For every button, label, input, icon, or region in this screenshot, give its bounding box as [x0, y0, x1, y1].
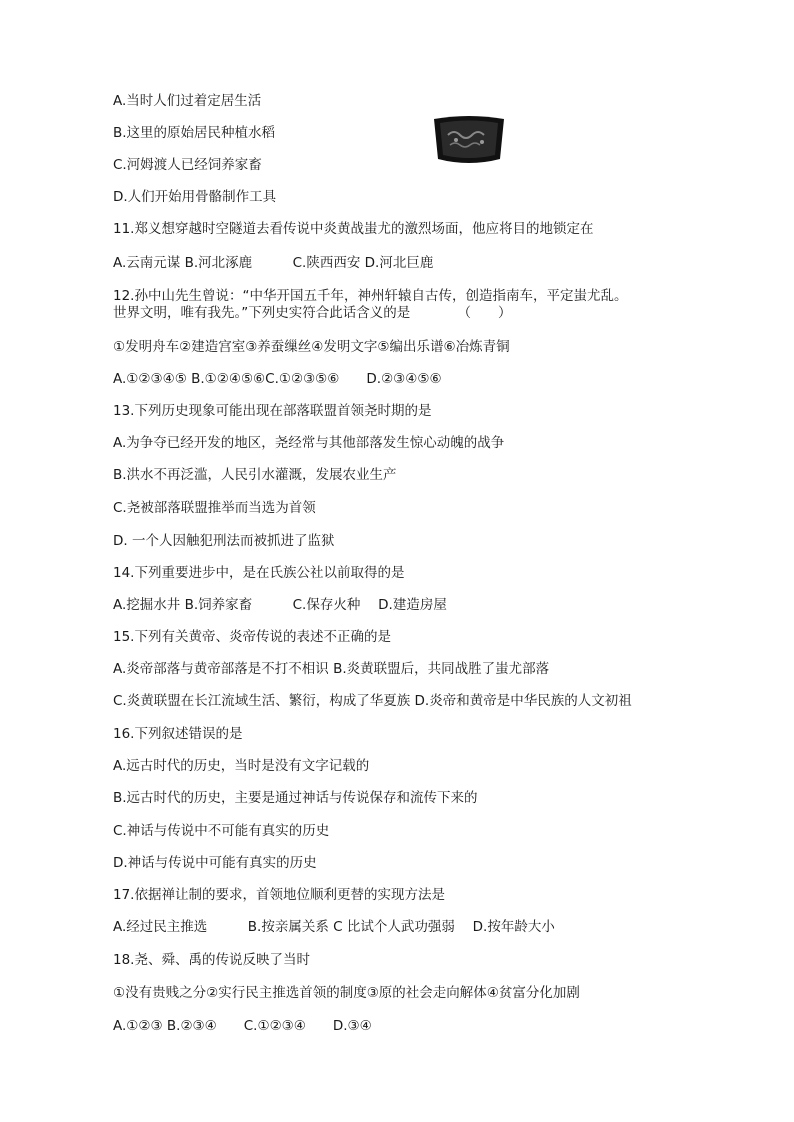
- q15-stem: 15.下列有关黄帝、炎帝传说的表述不正确的是: [113, 629, 391, 645]
- q13-option-a: A.为争夺已经开发的地区，尧经常与其他部落发生惊心动魄的战争: [113, 435, 505, 451]
- q10-option-b: B.这里的原始居民种植水稻: [113, 125, 276, 141]
- q17-options: A.经过民主推选 B.按亲属关系 C 比试个人武功强弱 D.按年龄大小: [113, 919, 555, 935]
- q16-option-a: A.远古时代的历史，当时是没有文字记载的: [113, 758, 370, 774]
- q13-option-b: B.洪水不再泛滥，人民引水灌溉，发展农业生产: [113, 467, 397, 483]
- q16-option-d: D.神话与传说中可能有真实的历史: [113, 855, 317, 871]
- q12-items: ①发明舟车②建造宫室③养蚕缫丝④发明文字⑤编出乐谱⑥冶炼青铜: [113, 339, 510, 355]
- q17-stem: 17.依据禅让制的要求，首领地位顺利更替的实现方法是: [113, 887, 445, 903]
- q15-options-cd: C.炎黄联盟在长江流域生活、繁衍，构成了华夏族 D.炎帝和黄帝是中华民族的人文初祖: [113, 693, 632, 709]
- q10-option-a: A.当时人们过着定居生活: [113, 93, 262, 109]
- q12-stem-1: 12.孙中山先生曾说：“中华开国五千年，神州轩辕自古传，创造指南车，平定蚩尤乱。: [113, 288, 628, 304]
- q13-stem: 13.下列历史现象可能出现在部落联盟首领尧时期的是: [113, 403, 432, 419]
- q13-option-c: C.尧被部落联盟推举而当选为首领: [113, 500, 316, 516]
- q10-option-c: C.河姆渡人已经饲养家畜: [113, 157, 262, 173]
- q10-option-d: D.人们开始用骨骼制作工具: [113, 189, 277, 205]
- q18-items: ①没有贵贱之分②实行民主推选首领的制度③原的社会走向解体④贫富分化加剧: [113, 985, 580, 1001]
- q11-options: A.云南元谋 B.河北涿鹿 C.陕西西安 D.河北巨鹿: [113, 255, 434, 271]
- q16-option-b: B.远古时代的历史，主要是通过神话与传说保存和流传下来的: [113, 790, 478, 806]
- q16-option-c: C.神话与传说中不可能有真实的历史: [113, 823, 330, 839]
- q14-stem: 14.下列重要进步中，是在氏族公社以前取得的是: [113, 565, 405, 581]
- q11-stem: 11.郑义想穿越时空隧道去看传说中炎黄战蚩尤的激烈场面，他应将目的地锁定在: [113, 221, 594, 237]
- q15-options-ab: A.炎帝部落与黄帝部落是不打不相识 B.炎黄联盟后，共同战胜了蚩尤部落: [113, 661, 550, 677]
- q18-stem: 18.尧、舜、禹的传说反映了当时: [113, 952, 310, 968]
- q12-stem-2: 世界文明，唯有我先。”下列史实符合此话含义的是 （ ）: [113, 305, 512, 321]
- q18-options: A.①②③ B.②③④ C.①②③④ D.③④: [113, 1018, 372, 1034]
- q13-option-d: D. 一个人因触犯刑法而被抓进了监狱: [113, 533, 335, 549]
- q12-options: A.①②③④⑤ B.①②④⑤⑥C.①②③⑤⑥ D.②③④⑤⑥: [113, 371, 442, 387]
- q14-options: A.挖掘水井 B.饲养家畜 C.保存火种 D.建造房屋: [113, 597, 447, 613]
- q16-stem: 16.下列叙述错误的是: [113, 726, 243, 742]
- pottery-bowl-image: [432, 113, 506, 167]
